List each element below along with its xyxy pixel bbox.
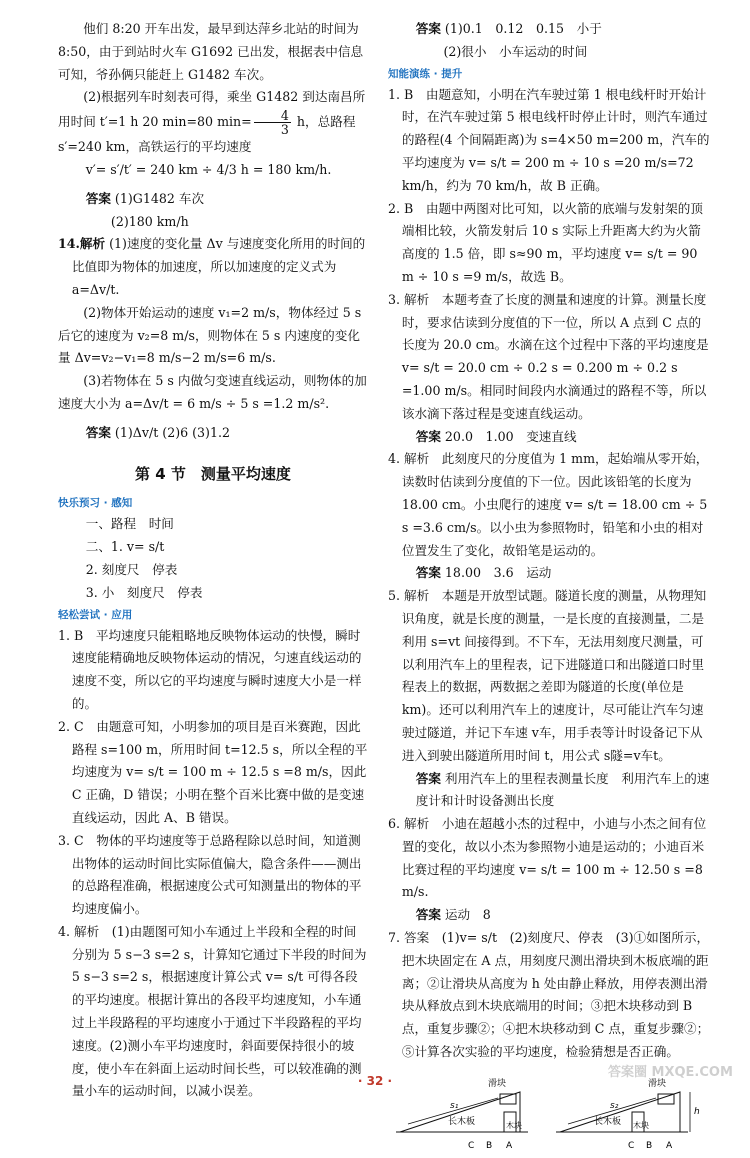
practice-q1: 1. B 由题意知，小明在汽车驶过第 1 根电线杆时开始计时，在汽车驶过第 5 根电线杆时停止计时，则汽车通过的路程(4 个间隔距离)为 s=4×50 m=200 m，汽车的平均速度为 v= s/t = 200 m ÷ 10 s =20 m/s=72 km/h，约为 70 km/h，故 B 正确。 [388,86,710,193]
practice-q4-answer: 答案 18.00 3.6 运动 [415,565,552,581]
q13-answer-2: (2)180 km/h [110,213,189,229]
answer-top-2: (2)很小 小车运动的时间 [443,43,588,59]
section-label-try: 轻松尝试 · 应用 [58,608,133,621]
try-q2: 2. C 由题意可知，小明参加的项目是百米赛跑，因此路程 s=100 m，所用时间 t=12.5 s，所以全程的平均速度为 v= s/t = 100 m ÷ 12.5 s =8 m/s，因此 C 正确，D 错误；小明在整个百米比赛中做的是变速直线运动，因此 A、B 错误。 [58,718,368,825]
practice-q6-answer: 答案 运动 8 [415,907,491,923]
q14-answer: 答案 (1)Δv/t (2)6 (3)1.2 [85,424,230,440]
q13-formula: v′= s′/t′ = 240 km ÷ 4/3 h = 180 km/h. [85,161,332,177]
q13-continuation: 他们 8:20 开车出发，最早到达萍乡北站的时间为 8:50，由于到站时火车 G1692 已出发，根据表中信息可知，爷孙俩只能赶上 G1482 车次。 [58,21,364,82]
q13-answer: 答案 (1)G1482 车次 [85,190,205,206]
practice-q3-answer: 答案 20.0 1.00 变速直线 [415,428,577,444]
practice-q6: 6. 解析 小迪在超越小杰的过程中，小迪与小杰之间有位置的变化，故以小杰为参照物小迪是运动的；小迪百米比赛过程的平均速度 v= s/t = 100 m ÷ 12.50 s =8 m/s. [388,816,707,900]
fraction-4-3: $\frac{4}{3}$ [254,109,291,136]
board-label-right: 长木板 [594,1116,622,1127]
block-label-left: 木块 [506,1120,522,1130]
point-B-right: B [646,1140,653,1151]
board-label-left: 长木板 [448,1116,476,1127]
preview-1: 一、路程 时间 [85,516,174,532]
point-C-right: C [628,1140,635,1151]
q14-part2: (2)物体开始运动的速度 v₁=2 m/s，物体经过 5 s 后它的速度为 v₂=8 m/s，则物体在 5 s 内速度的变化量 Δv=v₂−v₁=8 m/s−2 m/s=6 m/s. [58,304,362,366]
right-column [388,18,710,1158]
section-label-preview: 快乐预习 · 感知 [58,497,133,510]
try-q3: 3. C 物体的平均速度等于总路程除以总时间，知道测出物体的运动时间比实际值偏大，隐含条件——测出的总路程准确，根据速度公式可知测量出的物体的平均速度偏小。 [58,832,362,917]
h-label: h [694,1106,700,1117]
preview-3: 2. 刻度尺 停表 [85,561,178,577]
practice-q3: 3. 解析 本题考查了长度的测量和速度的计算。测量长度时，要求估读到分度值的下一位，所以 A 点到 C 点的长度为 20.0 cm。水滴在这个过程中下落的平均速度是 v= s/t = 20.0 cm ÷ 0.2 s = 0.200 m ÷ 0.2 s =1.00 m/s。相同时间段内水滴通过的路程不等，所以该水滴下落过程是变速直线运动。 [388,291,709,421]
preview-2: 二、1. v= s/t [85,539,165,555]
page-number: · 32 · [357,1074,393,1088]
preview-4: 3. 小 刻度尺 停表 [85,584,203,600]
section-label-practice: 知能演练 · 提升 [388,67,463,80]
s2-label: s₂ [610,1100,619,1111]
s1-label: s₁ [450,1100,459,1111]
slider-label-left: 滑块 [488,1078,507,1089]
section-title: 第 4 节 测量平均速度 [135,464,291,483]
try-q1: 1. B 平均速度只能粗略地反映物体运动的快慢，瞬时速度能精确地反映物体运动的情况，匀速直线运动的速度不变，所以它的平均速度与瞬时速度大小是一样的。 [58,627,362,711]
slider-label-right: 滑块 [648,1078,667,1089]
try-q4: 4. 解析 (1)由题图可知小车通过上半段和全程的时间分别为 5 s−3 s=2 s，计算知它通过下半段的时间为 5 s−3 s=2 s，根据速度计算公式 v= s/t 可得各段的平均速度。根据计算出的各段平均速度知，小车通过上半段路程的平均速度小于通过下半段路程的平均速度。(2)测小车平均速度时，斜面要保持很小的坡度，使小车在斜面上运动时间长些，可以较准确的测量小车的运动时间，以减小误差。 [58,923,367,1099]
practice-q2: 2. B 由题中两图对比可知，以火箭的底端与发射架的顶端相比较，火箭发射后 10 s 实际上升距离大约为火箭高度的 1.5 倍，即 s≈90 m，平均速度 v= s/t = 90 m ÷ 10 s =9 m/s，故选 B。 [388,200,703,284]
watermark: 答案圈 MXQE.COM [608,1065,733,1080]
point-C-left: C [468,1140,475,1151]
left-column [58,18,368,1103]
practice-q4: 4. 解析 此刻度尺的分度值为 1 mm，起始端从零开始，读数时估读到分度值的下一位。因此该铅笔的长度为 18.00 cm。小虫爬行的速度 v= s/t = 18.00 cm ÷ 5 s =3.6 cm/s。以小虫为参照物时，铅笔和小虫的相对位置发生了变化，故铅笔是运动的。 [388,451,709,558]
q14-analysis: 14.解析 (1)速度的变化量 Δv 与速度变化所用的时间的比值即为物体的加速度，所以加速度的定义式为 a=Δv/t. [58,236,366,297]
answer-top: 答案 (1)0.1 0.12 0.15 小于 [415,21,602,36]
q14-part3: (3)若物体在 5 s 内做匀变速直线运动，则物体的加速度大小为 a=Δv/t = 6 m/s ÷ 5 s =1.2 m/s². [58,373,367,411]
practice-q5-answer: 答案 利用汽车上的里程表测量长度 利用汽车上的速度计和计时设备测出长度 [415,770,710,809]
point-B-left: B [486,1140,493,1151]
practice-q7: 7. 答案 (1)v= s/t (2)刻度尺、停表 (3)①如图所示，把木块固定在 A 点，用刻度尺测出滑块到木板底端的距离；②让滑块从高度为 h 处由静止释放，用停表测出滑块从释放点到木块底端用的时间；③把木块移动到 B 点，重复步骤②；④把木块移动到 C 点，重复步骤②；⑤计算各次实验的平均速度，检验猜想是否正确。 [388,930,710,1060]
point-A-left: A [506,1140,513,1151]
block-label-right: 木块 [633,1120,649,1130]
q13-part2: (2)根据列车时刻表可得，乘坐 G1482 到达南昌所用时间 t′=1 h 20 min=80 min= $\frac{4}{3}$ h，总路程 s′=240 km，高铁运行的平均速度 [58,89,366,155]
point-A-right: A [666,1140,673,1151]
practice-q5: 5. 解析 本题是开放型试题。隧道长度的测量，从物理知识角度，就是长度的测量，一是长度的直接测量，二是利用 s=vt 间接得到。不下车，无法用刻度尺测量，可以利用汽车上的里程表，记下进隧道口和出隧道口时里程表上的数据，两数据之差即为隧道的长度(单位是 km)。还可以利用汽车上的速度计，尽可能让汽车匀速驶过隧道，并记下车速 v车，用手表等计时设备记下从进入到驶出隧道所用时间 t，用公式 s隧=v车t。 [388,588,707,763]
